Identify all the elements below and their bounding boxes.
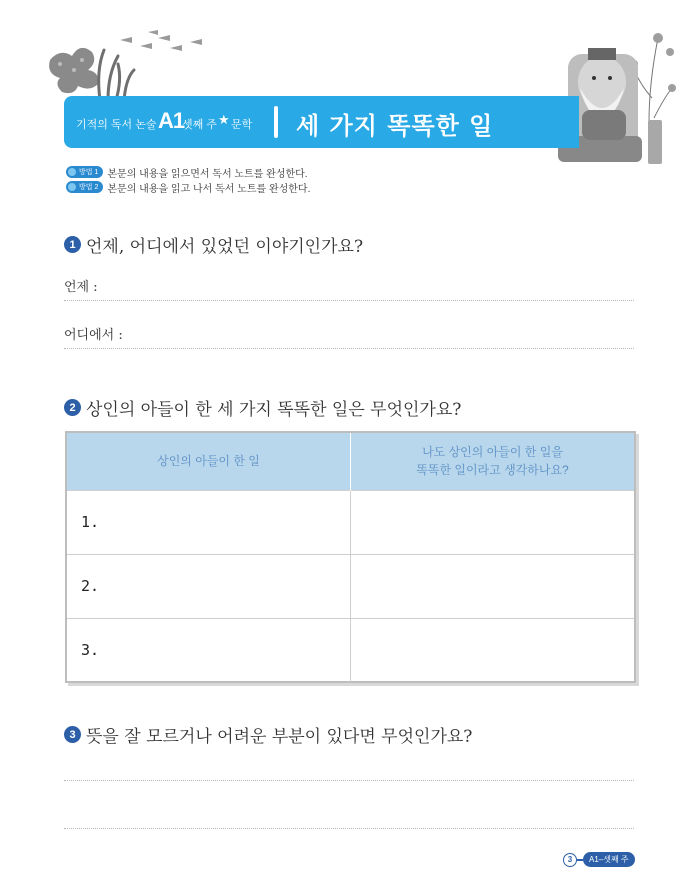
table-row bbox=[67, 618, 634, 682]
pencil-icon bbox=[68, 183, 76, 191]
deed-cell[interactable]: 3. bbox=[67, 618, 351, 682]
when-answer-line[interactable] bbox=[64, 300, 634, 301]
when-label: 언제 : bbox=[64, 280, 98, 295]
question-1 bbox=[64, 232, 363, 257]
deed-cell[interactable]: 1. bbox=[67, 490, 351, 554]
answer-table bbox=[65, 431, 636, 683]
question-text: 상인의 아들이 한 세 가지 똑똑한 일은 무엇인가요? bbox=[86, 400, 462, 420]
question-2 bbox=[64, 395, 461, 420]
coral-fish-illustration bbox=[40, 20, 230, 102]
pencil-icon bbox=[68, 168, 76, 176]
question-number: 2 bbox=[64, 399, 81, 416]
answer-line-1[interactable] bbox=[64, 780, 634, 781]
level-code: A1 bbox=[158, 108, 185, 133]
method-badge: 방법 1 bbox=[66, 166, 103, 178]
opinion-cell[interactable] bbox=[351, 618, 635, 682]
table-header-deed: 상인의 아들이 한 일 bbox=[67, 433, 351, 490]
footer-tag: A1–셋째 주 bbox=[583, 852, 635, 867]
series-label: 기적의 독서 논술 bbox=[76, 119, 157, 131]
question-number: 1 bbox=[64, 236, 81, 253]
method-badge: 방법 2 bbox=[66, 181, 103, 193]
method-1 bbox=[66, 165, 308, 179]
answer-line-2[interactable] bbox=[64, 828, 634, 829]
table-row bbox=[67, 490, 634, 554]
title-divider bbox=[274, 106, 278, 138]
page-footer bbox=[563, 852, 635, 867]
method-text: 본문의 내용을 읽고 나서 독서 노트를 완성한다. bbox=[107, 183, 311, 195]
genre-label: 문학 bbox=[231, 119, 253, 131]
table-row bbox=[67, 554, 634, 618]
where-answer-line[interactable] bbox=[64, 348, 634, 349]
question-text: 언제, 어디에서 있었던 이야기인가요? bbox=[86, 237, 364, 257]
question-number: 3 bbox=[64, 726, 81, 743]
star-icon: ★ bbox=[218, 113, 230, 128]
where-label: 어디에서 : bbox=[64, 328, 123, 343]
question-3 bbox=[64, 722, 472, 747]
method-text: 본문의 내용을 읽으면서 독서 노트를 완성한다. bbox=[107, 168, 308, 180]
method-2 bbox=[66, 180, 310, 194]
page-title: 세 가지 똑똑한 일 bbox=[296, 112, 494, 140]
page-number: 3 bbox=[563, 853, 577, 867]
opinion-cell[interactable] bbox=[351, 554, 635, 618]
table-header-opinion: 나도 상인의 아들이 한 일을 똑똑한 일이라고 생각하나요? bbox=[351, 433, 635, 490]
question-text: 뜻을 잘 모르거나 어려운 부분이 있다면 무엇인가요? bbox=[86, 727, 473, 747]
deed-cell[interactable]: 2. bbox=[67, 554, 351, 618]
opinion-cell[interactable] bbox=[351, 490, 635, 554]
week-label: 셋째 주 bbox=[182, 119, 217, 131]
